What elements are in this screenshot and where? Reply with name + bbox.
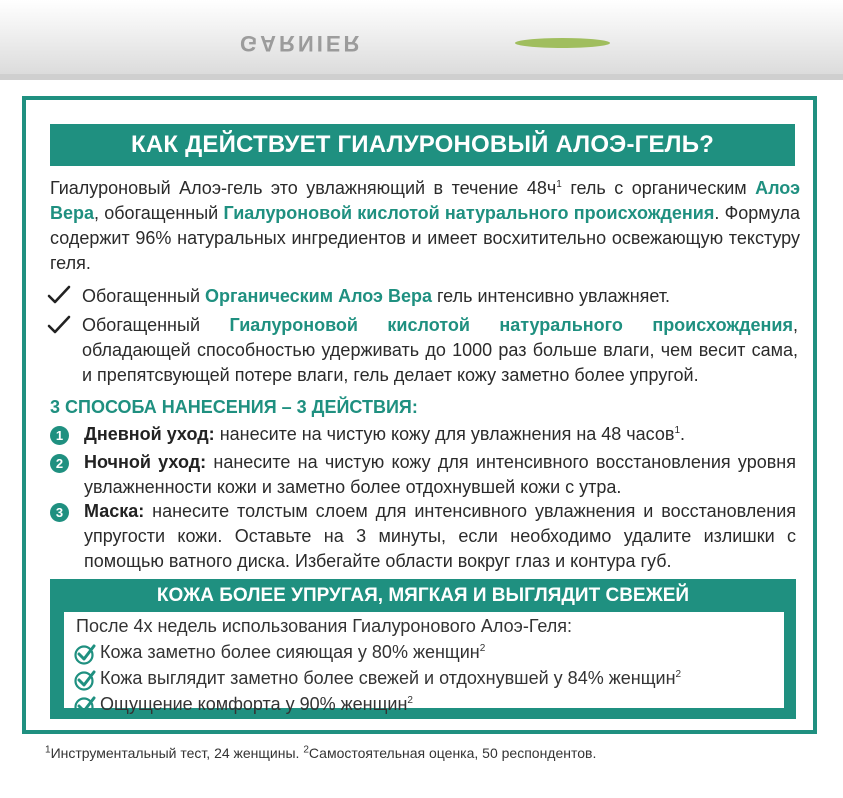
results-title: КОЖА БОЛЕЕ УПРУГАЯ, МЯГКАЯ И ВЫГЛЯДИТ СВЕЖЕЙ: [156, 585, 690, 606]
method-night: Ночной уход: нанесите на чистую кожу для интенсивного восстановления уровня увлажненности кожи и заметно более отдохнувшей кожи с утра.: [84, 452, 796, 497]
methods-heading: 3 СПОСОБА НАНЕСЕНИЯ – 3 ДЕЙСТВИЯ:: [50, 397, 418, 417]
results-box: [50, 579, 796, 719]
benefit-highlight: Гиалуроновой кислотой натурального происхождения: [229, 315, 793, 335]
benefit-item: Обогащенный Гиалуроновой кислотой натурального происхождения, обладающей способностью удерживать до 1000 раз больше влаги, чем весит сама, и препятсвующей потере влаги, гель делает кожу заметно более упругой.: [82, 315, 798, 385]
intro-paragraph: [50, 176, 800, 276]
result-item: Кожа заметно более сияющая у 80% женщин$^2$: [100, 642, 486, 662]
package-lid: [0, 0, 843, 80]
intro-text-1: Гиалуроновый Алоэ-гель это увлажняющий в течение 48ч: [50, 178, 557, 198]
circle-check-icon: [74, 669, 96, 691]
result-item: Кожа выглядит заметно более свежей и отдохнувшей у 84% женщин$^2$: [100, 668, 682, 688]
result-item: Ощущение комфорта у 90% женщин$^2$: [100, 694, 413, 714]
highlight-aloe: Алоэ Вера: [50, 178, 801, 223]
footnote-ref: 1: [556, 179, 562, 190]
footnote: $^1$Инструментальный тест, 24 женщины. $^2$Самостоятельная оценка, 50 респондентов.: [45, 744, 597, 761]
benefit-highlight: Органическим Алоэ Вера: [205, 286, 432, 306]
leaf-logo-mark: [515, 38, 610, 48]
method-label: Ночной уход:: [84, 452, 207, 472]
results-lead: После 4х недель использования Гиалуронового Алоэ-Геля:: [76, 616, 573, 636]
step-number-1: 1: [50, 426, 69, 445]
lid-edge: [0, 74, 843, 80]
checkmark-icon: [47, 285, 71, 305]
intro-text-2: гель с органическим: [561, 178, 756, 198]
intro-text-4: . Формула содержит 96% натуральных ингредиентов и имеет восхитительно освежающую текстуру геля.: [50, 203, 800, 273]
highlight-hyaluronic: Гиалуроновой кислотой натурального происхождения: [223, 203, 715, 223]
checkmark-icon: [47, 315, 71, 335]
method-label: Дневной уход:: [84, 424, 215, 444]
intro-text-3: , обогащенный: [94, 203, 224, 223]
brand-logo-mirrored: GARNIER: [240, 31, 363, 56]
circle-check-icon: [74, 643, 96, 665]
step-number-3: 3: [50, 503, 69, 522]
step-number-2: 2: [50, 454, 69, 473]
method-mask: Маска: нанесите толстым слоем для интенсивного увлажнения и восстановления упругости кожи. Оставьте на 3 минуты, если необходимо удалите излишки с помощью ватного диска. Избегайте области вокруг глаз и контура губ.: [84, 501, 796, 571]
circle-check-icon: [74, 695, 96, 717]
method-label: Маска:: [84, 501, 145, 521]
results-body: [64, 612, 784, 714]
method-day: Дневной уход: нанесите на чистую кожу для увлажнения на 48 часов$^1$.: [84, 424, 686, 444]
page-title: КАК ДЕЙСТВУЕТ ГИАЛУРОНОВЫЙ АЛОЭ-ГЕЛЬ?: [50, 124, 795, 166]
benefit-item: Обогащенный Органическим Алоэ Вера гель интенсивно увлажняет.: [82, 286, 671, 306]
